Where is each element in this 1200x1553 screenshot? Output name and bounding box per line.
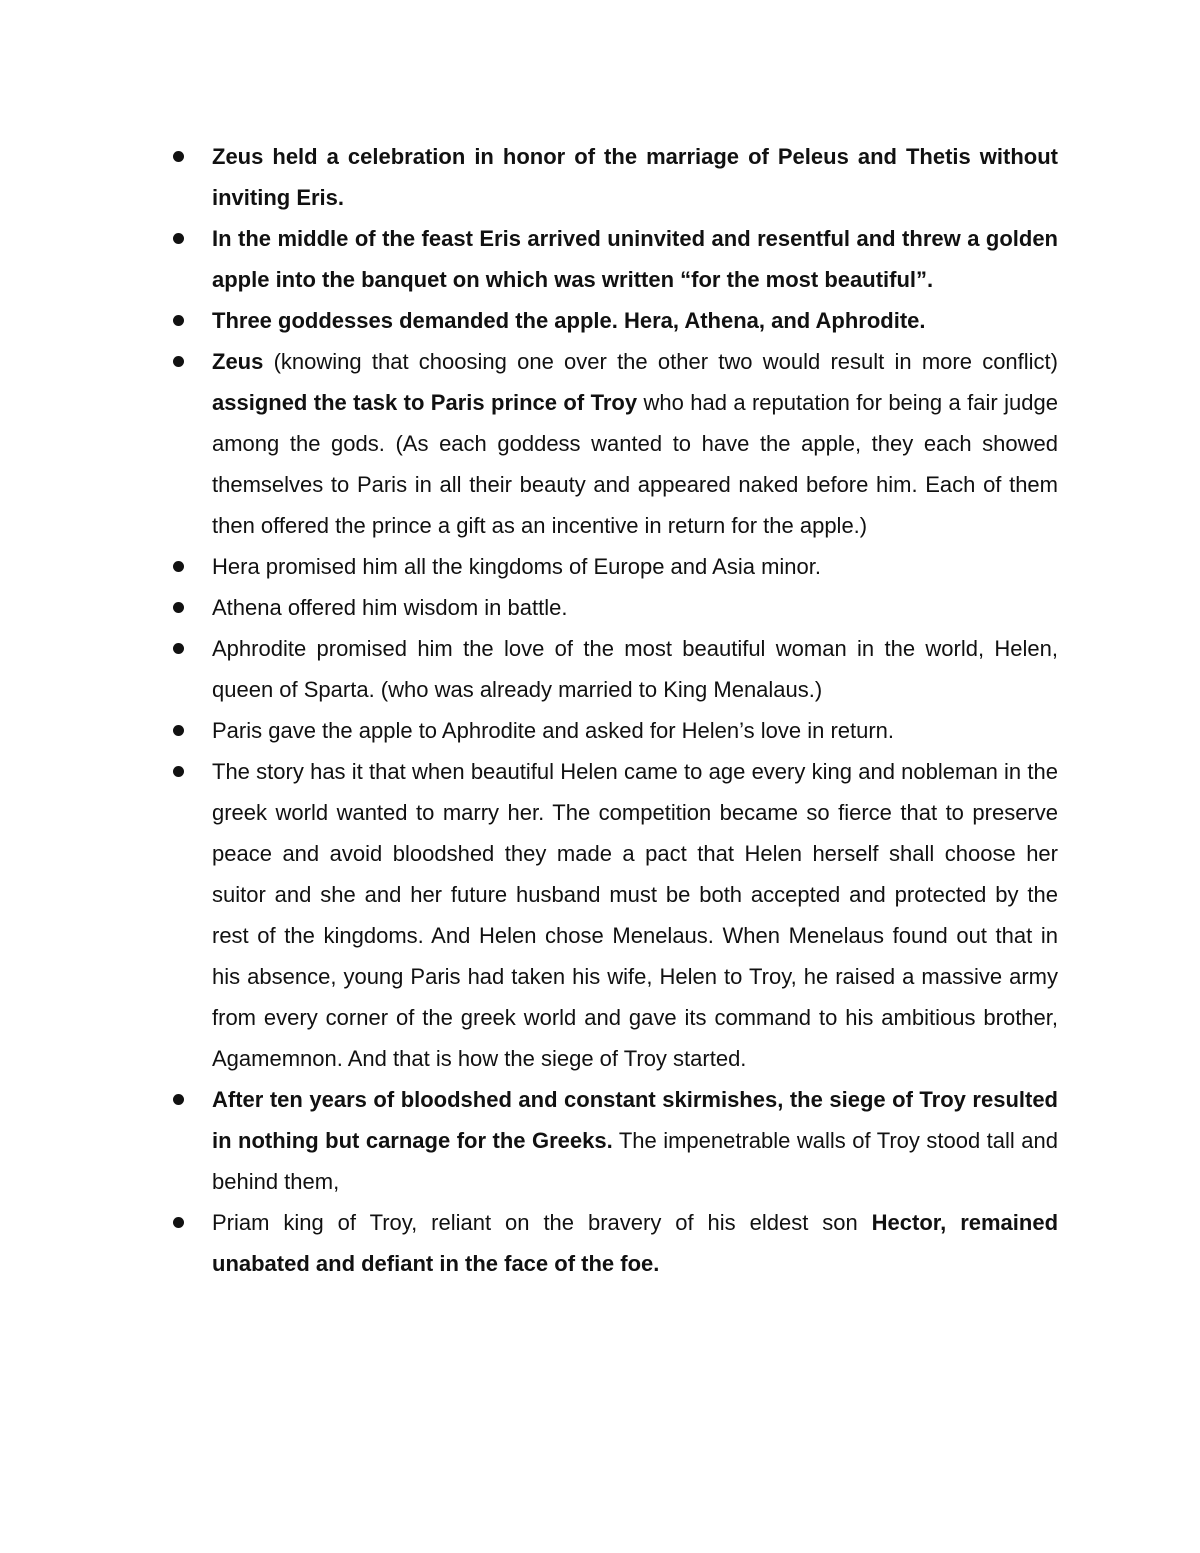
bullet-item <box>212 710 1058 751</box>
bullet-text-bold: Zeus <box>212 349 264 374</box>
bullet-dot-icon <box>173 1094 184 1105</box>
bullet-item <box>212 751 1058 1079</box>
bullet-dot-icon <box>173 356 184 367</box>
bullet-item <box>212 1202 1058 1284</box>
bullet-dot-icon <box>173 766 184 777</box>
bullet-text: Zeus held a celebration in honor of the marriage of Peleus and Thetis without inviting Eris. <box>212 144 1058 210</box>
bullet-text: Priam king of Troy, reliant on the bravery of his eldest son <box>212 1210 872 1235</box>
bullet-dot-icon <box>173 233 184 244</box>
bullet-dot-icon <box>173 151 184 162</box>
bullet-text: Three goddesses demanded the apple. Hera, Athena, and Aphrodite. <box>212 308 926 333</box>
bullet-text: The impenetrable walls of Troy stood tall and behind them, <box>212 1128 1058 1194</box>
bullet-item <box>212 300 1058 341</box>
bullet-dot-icon <box>173 1217 184 1228</box>
bullet-text: Hera promised him all the kingdoms of Europe and Asia minor. <box>212 554 821 579</box>
bullet-text-bold: assigned the task to Paris prince of Troy <box>212 390 638 415</box>
bullet-item <box>212 218 1058 300</box>
bullet-dot-icon <box>173 643 184 654</box>
bullet-text: The story has it that when beautiful Helen came to age every king and nobleman in the greek world wanted to marry her. The competition became so fierce that to preserve peace and avoid bloodshed they made a pact that Helen herself shall choose her suitor and she and her future husband must be both accepted and protected by the rest of the kingdoms. And Helen chose Menelaus. When Menelaus found out that in his absence, young Paris had taken his wife, Helen to Troy, he raised a massive army from every corner of the greek world and gave its command to his ambitious brother, Agamemnon. And that is how the siege of Troy started. <box>212 759 1058 1071</box>
bullet-text: Athena offered him wisdom in battle. <box>212 595 568 620</box>
bullet-list <box>212 136 1058 1284</box>
bullet-item <box>212 341 1058 546</box>
bullet-dot-icon <box>173 725 184 736</box>
bullet-item <box>212 628 1058 710</box>
bullet-text: (knowing that choosing one over the other two would result in more conflict) <box>263 349 1058 374</box>
bullet-text-bold: After ten years of bloodshed and constant skirmishes, the siege of Troy resulted in nothing but carnage for the Greeks. <box>212 1087 1058 1153</box>
bullet-dot-icon <box>173 602 184 613</box>
bullet-text: In the middle of the feast Eris arrived uninvited and resentful and threw a golden apple into the banquet on which was written “for the most beautiful”. <box>212 226 1058 292</box>
bullet-text: Paris gave the apple to Aphrodite and asked for Helen’s love in return. <box>212 718 895 743</box>
bullet-dot-icon <box>173 561 184 572</box>
bullet-text: Aphrodite promised him the love of the most beautiful woman in the world, Helen, queen of Sparta. (who was already married to King Menalaus.) <box>212 636 1058 702</box>
bullet-text-bold: Hector, remained unabated and defiant in the face of the foe. <box>212 1210 1059 1276</box>
bullet-dot-icon <box>173 315 184 326</box>
bullet-item <box>212 136 1058 218</box>
bullet-item <box>212 546 1058 587</box>
bullet-item <box>212 587 1058 628</box>
bullet-item <box>212 1079 1058 1202</box>
bullet-text: who had a reputation for being a fair judge among the gods. (As each goddess wanted to have the apple, they each showed themselves to Paris in all their beauty and appeared naked before him. Each of them then offered the prince a gift as an incentive in return for the apple.) <box>212 390 1058 538</box>
